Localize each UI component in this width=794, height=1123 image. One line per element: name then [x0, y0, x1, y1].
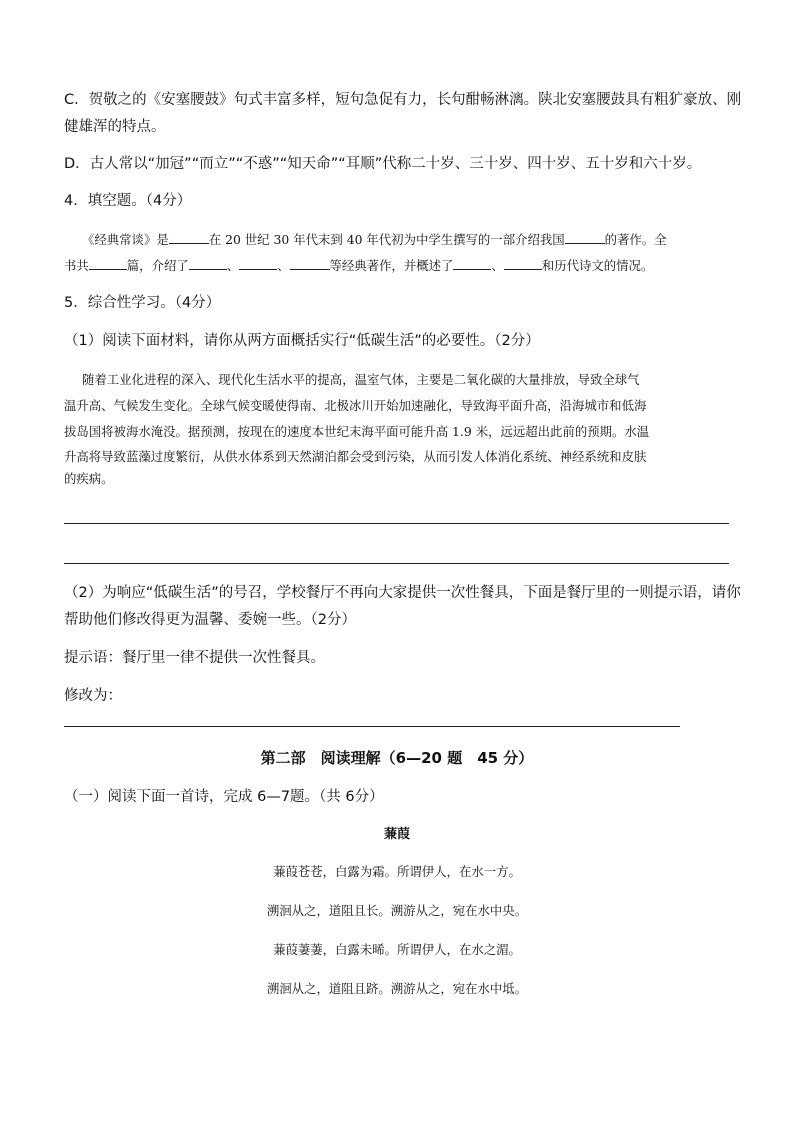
part-2-heading: 第二部 阅读理解（6—20 题 45 分） [260, 749, 534, 767]
question-4-text: 《经典常谈》是 [82, 232, 169, 247]
question-4-line-2 [64, 256, 653, 276]
answer-line[interactable] [64, 523, 729, 524]
fill-blank[interactable] [504, 257, 542, 270]
question-4-text: 和历代诗文的情况。 [541, 258, 654, 273]
fill-blank[interactable] [189, 257, 227, 270]
material-line: 温升高、气候发生变化。全球气候变暖使得南、北极冰川开始加速融化，导致海平面升高，沿海城市和低海 [64, 398, 647, 413]
poem-title: 蒹葭 [383, 827, 410, 842]
poem-line: 溯洄从之，道阻且跻。溯游从之，宛在水中坻。 [266, 981, 528, 996]
question-4-text: 的著作。全 [604, 232, 667, 247]
poem-line: 溯洄从之，道阻且长。溯游从之，宛在水中央。 [266, 903, 528, 918]
poem-line: 蒹葭苍苍，白露为霜。所谓伊人，在水一方。 [273, 864, 521, 879]
material-line: 拔岛国将被海水淹没。据预测，按现在的速度本世纪末海平面可能升高 1.9 米，远远超出此前的预期。水温 [64, 424, 650, 439]
question-4-text: 篇，介绍了 [126, 258, 189, 273]
option-c-line-2: 健雄浑的特点。 [64, 119, 166, 135]
section-1-instruction: （一）阅读下面一首诗，完成 6—7题。（共 6分） [64, 789, 384, 805]
poem-line: 蒹葭萋萋，白露未晞。所谓伊人，在水之湄。 [273, 942, 521, 957]
answer-line[interactable] [64, 726, 680, 727]
option-c-line-1: C．贺敬之的《安塞腰鼓》句式丰富多样，短句急促有力，长句酣畅淋漓。陕北安塞腰鼓具有粗犷豪放、刚 [64, 92, 742, 108]
question-4-text: 等经典著作，并概述了 [329, 258, 454, 273]
question-4-text: 、 [491, 258, 504, 273]
material-line: 的疾病。 [64, 471, 114, 486]
question-4-title: 4．填空题。（4分） [64, 193, 192, 209]
fill-blank[interactable] [453, 257, 491, 270]
fill-blank[interactable] [290, 257, 330, 270]
question-4-text: 书共 [64, 258, 89, 273]
material-line: 升高将导致蓝藻过度繁衍，从供水体系到天然湖泊都会受到污染，从而引发人体消化系统、神经系统和皮肤 [64, 449, 647, 464]
notice-text: 提示语：餐厅里一律不提供一次性餐具。 [64, 650, 325, 666]
question-4-text: 、 [277, 258, 290, 273]
question-5-sub-1: （1）阅读下面材料，请你从两方面概括实行“低碳生活”的必要性。（2分） [64, 333, 540, 349]
fill-blank[interactable] [169, 231, 209, 244]
option-d: D．古人常以“加冠”“而立”“不惑”“知天命”“耳顺”代称二十岁、三十岁、四十岁、五十岁和六十岁。 [64, 156, 702, 172]
fill-blank[interactable] [89, 257, 127, 270]
question-5-sub-2-line-1: （2）为响应“低碳生活”的号召，学校餐厅不再向大家提供一次性餐具，下面是餐厅里的一则提示语，请你 [64, 585, 741, 601]
question-5-sub-2-line-2: 帮助他们修改得更为温馨、委婉一些。（2分） [64, 612, 356, 628]
question-4-text: 、 [226, 258, 240, 273]
material-line: 随着工业化进程的深入、现代化生活水平的提高，温室气体，主要是二氧化碳的大量排放，导致全球气 [82, 372, 640, 387]
question-4-text: 在 20 世纪 30 年代末到 40 年代初为中学生撰写的一部介绍我国 [208, 232, 565, 247]
revise-label: 修改为： [64, 688, 122, 704]
fill-blank[interactable] [565, 231, 605, 244]
fill-blank[interactable] [239, 257, 277, 270]
question-5-title: 5．综合性学习。（4分） [64, 295, 221, 311]
question-4-line-1 [82, 230, 667, 250]
answer-line[interactable] [64, 563, 729, 564]
